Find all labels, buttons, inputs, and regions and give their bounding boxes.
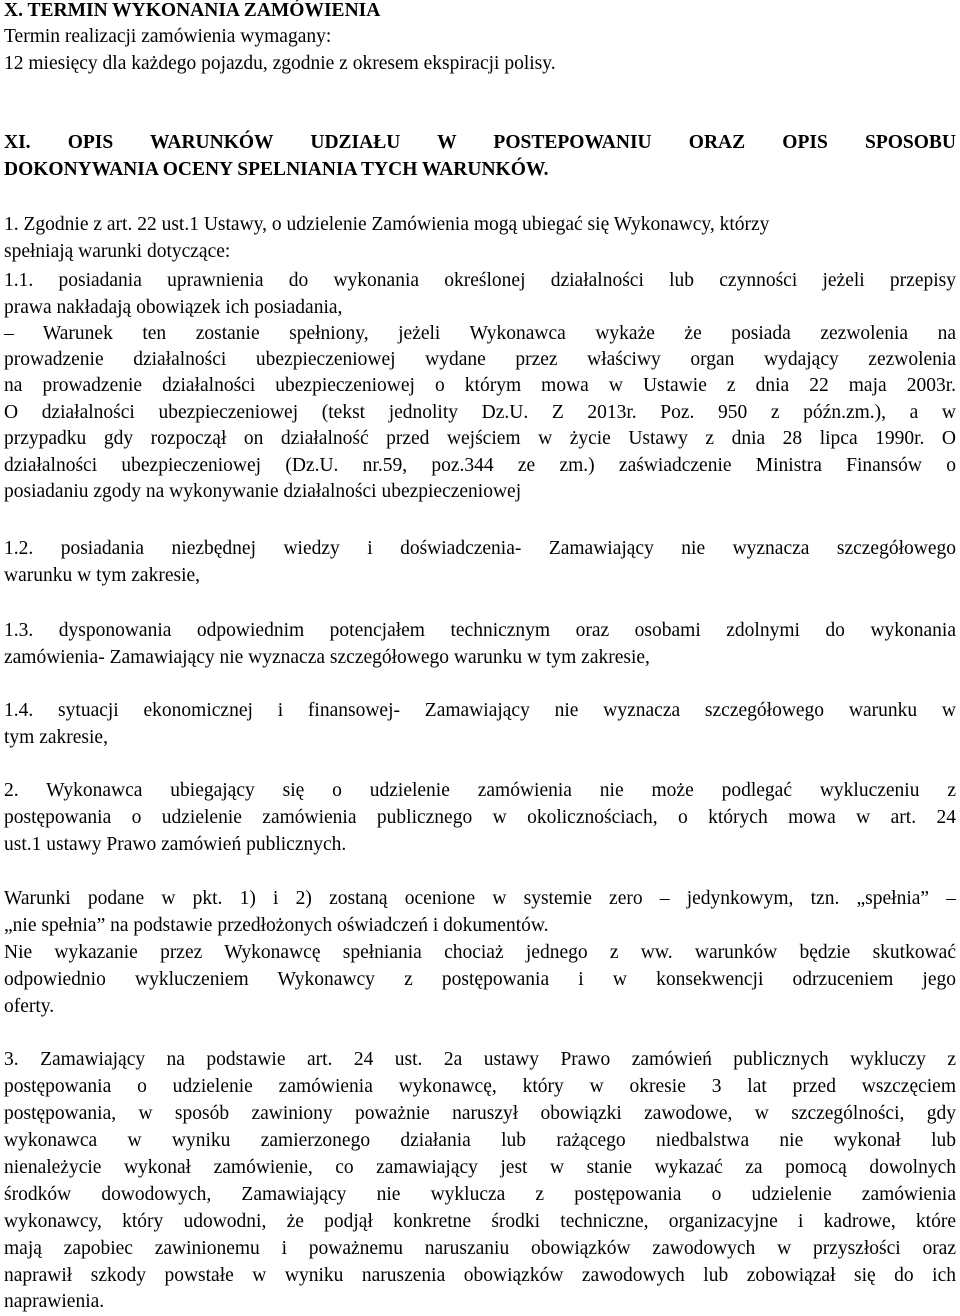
item-3-line: postępowania o udzielenie zamówienia wykonawcę, który w okresie 3 lat przed wszczęciem <box>4 1076 956 1097</box>
item-1-4-line: tym zakresie, <box>4 727 108 748</box>
item-1-3-line: 1.3. dysponowania odpowiednim potencjałem technicznym oraz osobami zdolnymi do wykonania <box>4 620 956 641</box>
item-3-line: naprawił szkody powstałe w wyniku naruszenia obowiązków zawodowych lub zobowiązał się do ich <box>4 1265 956 1286</box>
item-2-line: postępowania o udzielenie zamówienia publicznego w okolicznościach, o których mowa w art. 24 <box>4 807 956 828</box>
item-1-line: spełniają warunki dotyczące: <box>4 241 231 262</box>
item-1-1-line: 1.1. posiadania uprawnienia do wykonania określonej działalności lub czynności jeżeli przepisy <box>4 270 956 291</box>
item-1-1-line: przypadku gdy rozpoczął on działalność przed wejściem w życie Ustawy z dnia 28 lipca 1990r. O <box>4 428 956 449</box>
section-x-line: 12 miesięcy dla każdego pojazdu, zgodnie z okresem ekspiracji polisy. <box>4 53 556 74</box>
item-1-2-line: warunku w tym zakresie, <box>4 565 201 586</box>
item-3-line: mają zapobiec zawinionemu i poważnemu naruszaniu obowiązków zawodowych w przyszłości oraz <box>4 1238 956 1259</box>
item-1-1-line: działalności ubezpieczeniowej (Dz.U. nr.59, poz.344 ze zm.) zaświadczenie Ministra Finansów o <box>4 455 956 476</box>
conditions-line: odpowiednio wykluczeniem Wykonawcy z postępowania i w konsekwencji odrzuceniem jego <box>4 969 956 990</box>
conditions-line: „nie spełnia” na podstawie przedłożonych oświadczeń i dokumentów. <box>4 915 549 936</box>
item-3-line: postępowania, w sposób zawiniony poważnie naruszył obowiązki zawodowe, w szczególności, gdy <box>4 1103 956 1124</box>
item-1-4-line: 1.4. sytuacji ekonomicznej i finansowej- Zamawiający nie wyznacza szczegółowego warunku w <box>4 700 956 721</box>
item-3-line: naprawienia. <box>4 1291 105 1312</box>
item-1-1-line: – Warunek ten zostanie spełniony, jeżeli Wykonawca wykaże że posiada zezwolenia na <box>4 323 956 344</box>
item-3-line: nienależycie wykonał zamówienie, co zamawiający jest w stanie wykazać za pomocą dowolnych <box>4 1157 956 1178</box>
item-1-1-line: prawa nakładają obowiązek ich posiadania, <box>4 297 343 318</box>
section-x-heading: X. TERMIN WYKONANIA ZAMÓWIENIA <box>4 0 381 21</box>
item-3-line: wykonawca w wyniku zamierzonego działania lub rażącego niedbalstwa nie wykonał lub <box>4 1130 956 1151</box>
section-xi-heading-line2: DOKONYWANIA OCENY SPELNIANIA TYCH WARUNKÓW. <box>4 159 549 180</box>
item-2-line: ust.1 ustawy Prawo zamówień publicznych. <box>4 834 347 855</box>
item-3-line: 3. Zamawiający na podstawie art. 24 ust. 2a ustawy Prawo zamówień publicznych wykluczy z <box>4 1049 956 1070</box>
conditions-line: oferty. <box>4 996 55 1017</box>
conditions-line: Warunki podane w pkt. 1) i 2) zostaną ocenione w systemie zero – jedynkowym, tzn. „spełnia” – <box>4 888 956 909</box>
item-1-1-line: O działalności ubezpieczeniowej (tekst jednolity Dz.U. Z 2013r. Poz. 950 z późn.zm.), a w <box>4 402 956 423</box>
item-1-1-line: posiadaniu zgody na wykonywanie działalności ubezpieczeniowej <box>4 481 522 502</box>
conditions-line: Nie wykazanie przez Wykonawcę spełniania chociaż jednego z ww. warunków będzie skutkować <box>4 942 956 963</box>
item-1-2-line: 1.2. posiadania niezbędnej wiedzy i doświadczenia- Zamawiający nie wyznacza szczegółowego <box>4 538 956 559</box>
item-1-line: 1. Zgodnie z art. 22 ust.1 Ustawy, o udzielenie Zamówienia mogą ubiegać się Wykonawcy, którzy <box>4 214 770 235</box>
item-3-line: wykonawcy, który udowodni, że podjął konkretne środki techniczne, organizacyjne i kadrowe, które <box>4 1211 956 1232</box>
item-1-1-line: na prowadzenie działalności ubezpieczeniowej o którym mowa w Ustawie z dnia 22 maja 2003r. <box>4 375 956 396</box>
section-x-line: Termin realizacji zamówienia wymagany: <box>4 26 332 47</box>
section-xi-heading-line1: XI. OPIS WARUNKÓW UDZIAŁU W POSTEPOWANIU ORAZ OPIS SPOSOBU <box>4 132 956 153</box>
item-1-1-line: prowadzenie działalności ubezpieczeniowej wydane przez właściwy organ wydający zezwolenia <box>4 349 956 370</box>
item-3-line: środków dowodowych, Zamawiający nie wyklucza z postępowania o udzielenie zamówienia <box>4 1184 956 1205</box>
item-1-3-line: zamówienia- Zamawiający nie wyznacza szczegółowego warunku w tym zakresie, <box>4 647 650 668</box>
item-2-line: 2. Wykonawca ubiegający się o udzielenie zamówienia nie może podlegać wykluczeniu z <box>4 780 956 801</box>
